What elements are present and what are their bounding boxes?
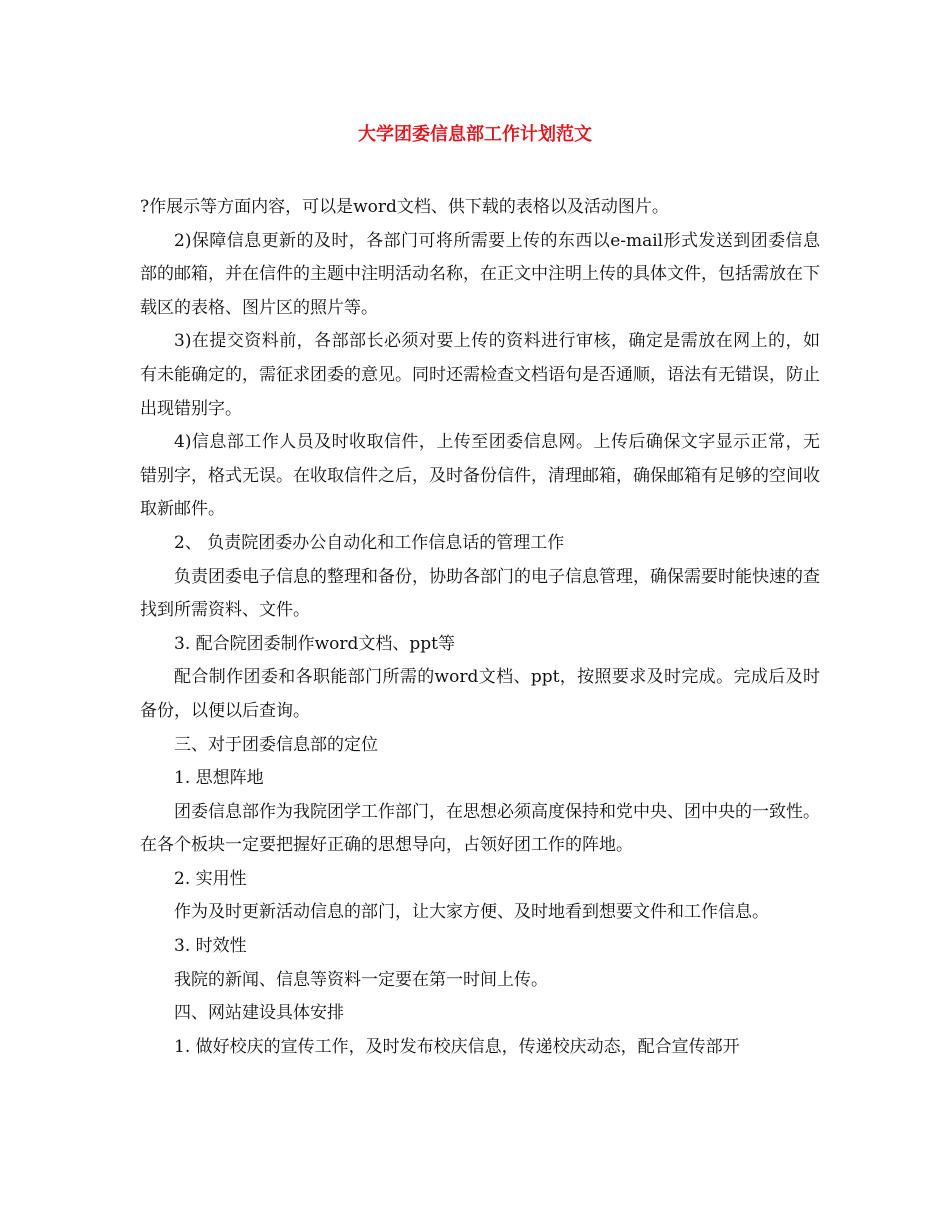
paragraph-ideology: 团委信息部作为我院团学工作部门，在思想必须高度保持和党中央、团中央的一致性。在各个板块一定要把握好正确的思想导向，占领好团工作的阵地。 bbox=[140, 801, 820, 856]
section-heading-positioning: 三、对于团委信息部的定位 bbox=[174, 734, 378, 755]
paragraph-practicality: 作为及时更新活动信息的部门，让大家方便、及时地看到想要文件和工作信息。 bbox=[174, 902, 769, 923]
paragraph-continuation: ?作展示等方面内容，可以是word文档、供下载的表格以及活动图片。 bbox=[140, 197, 669, 217]
subheading-ideology: 1. 思想阵地 bbox=[174, 768, 264, 789]
paragraph-item-3: 3)在提交资料前，各部部长必须对要上传的资料进行审核，确定是需放在网上的，如有未能确定的，需征求团委的意见。同时还需检查文档语句是否通顺，语法有无错误，防止出现错别字。 bbox=[140, 331, 820, 419]
paragraph-item-2: 2)保障信息更新的及时，各部门可将所需要上传的东西以e-mail形式发送到团委信息部的邮箱，并在信件的主题中注明活动名称，在正文中注明上传的具体文件，包括需放在下载区的表格、图片区的照片等。 bbox=[140, 230, 820, 318]
paragraph-office-automation: 负责团委电子信息的整理和备份，协助各部门的电子信息管理，确保需要时能快速的查找到所需资料、文件。 bbox=[140, 566, 820, 621]
section-heading-office-automation: 2、 负责院团委办公自动化和工作信息话的管理工作 bbox=[174, 532, 565, 553]
paragraph-item-4: 4)信息部工作人员及时收取信件，上传至团委信息网。上传后确保文字显示正常，无错别字，格式无误。在收取信件之后，及时备份信件，清理邮箱，确保邮箱有足够的空间收取新邮件。 bbox=[140, 432, 820, 520]
subheading-practicality: 2. 实用性 bbox=[174, 868, 247, 889]
subheading-timeliness: 3. 时效性 bbox=[174, 936, 247, 957]
section-heading-website: 四、网站建设具体安排 bbox=[174, 1003, 344, 1024]
paragraph-documents: 配合制作团委和各职能部门所需的word文档、ppt，按照要求及时完成。完成后及时备份，以便以后查询。 bbox=[140, 667, 820, 721]
paragraph-website-item-1: 1. 做好校庆的宣传工作，及时发布校庆信息，传递校庆动态，配合宣传部开 bbox=[174, 1036, 740, 1057]
paragraph-timeliness: 我院的新闻、信息等资料一定要在第一时间上传。 bbox=[174, 969, 548, 990]
document-title: 大学团委信息部工作计划范文 bbox=[358, 124, 592, 145]
document-body bbox=[140, 191, 820, 1064]
section-heading-documents: 3. 配合院团委制作word文档、ppt等 bbox=[174, 633, 456, 654]
